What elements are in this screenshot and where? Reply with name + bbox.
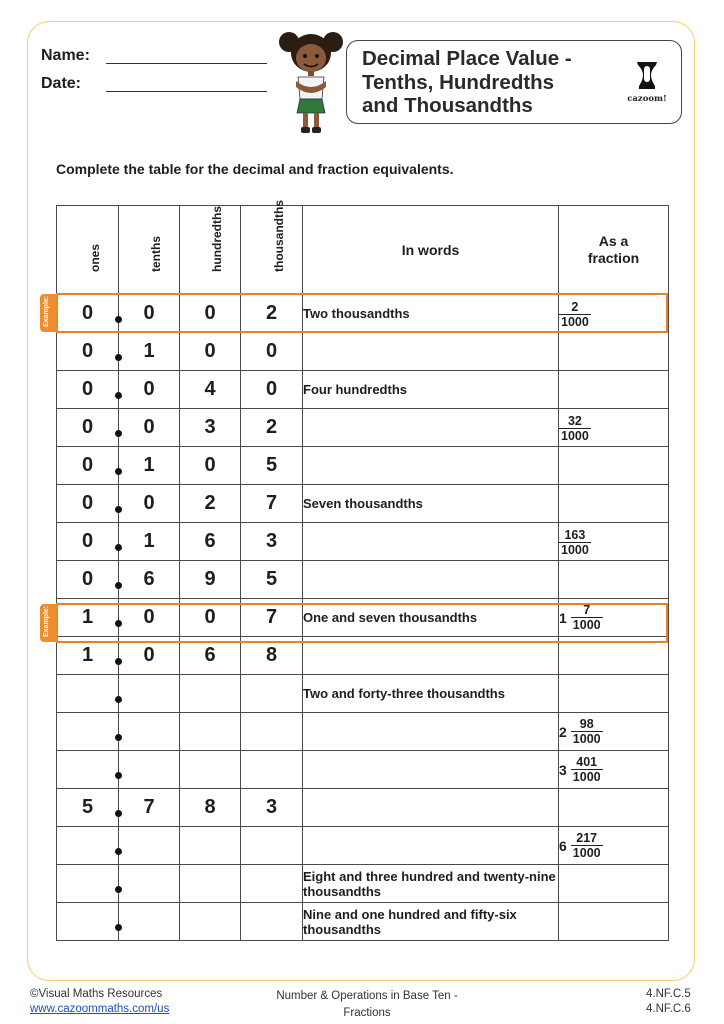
decimal-point: [115, 620, 122, 627]
digit-cell-ones[interactable]: [57, 865, 119, 903]
words-cell[interactable]: [303, 751, 559, 789]
title-box: [346, 40, 682, 124]
digit-cell-tenths[interactable]: 0: [119, 599, 180, 637]
table-row: [57, 789, 669, 827]
table-row: [57, 447, 669, 485]
fraction-cell[interactable]: [559, 447, 669, 485]
fraction-denominator: 1000: [561, 429, 589, 443]
digit-cell-tenths[interactable]: 7: [119, 789, 180, 827]
fraction-cell[interactable]: [559, 409, 669, 447]
fraction-whole: 3: [559, 761, 567, 778]
example-row: [57, 295, 669, 333]
website-link[interactable]: www.cazoommaths.com/us: [30, 1003, 170, 1015]
digit-cell-thousandths[interactable]: 2: [241, 295, 303, 333]
digit-cell-thousandths[interactable]: [241, 713, 303, 751]
header-tenths: tenths: [119, 206, 180, 295]
title-line-1: Decimal Place Value -: [362, 47, 572, 70]
topic-text: Number & Operations in Base Ten - Fractions: [276, 990, 458, 1019]
words-cell[interactable]: [303, 827, 559, 865]
decimal-point: [115, 658, 122, 665]
digit-cell-ones[interactable]: 0: [57, 523, 119, 561]
fraction: [559, 414, 591, 443]
digit-cell-thousandths[interactable]: [241, 827, 303, 865]
name-label: Name:: [41, 47, 90, 64]
header-in-words: In words: [303, 206, 559, 295]
digit-cell-ones[interactable]: 1: [57, 637, 119, 675]
digit-cell-tenths[interactable]: 1: [119, 523, 180, 561]
digit-cell-thousandths[interactable]: 3: [241, 523, 303, 561]
date-label: Date:: [41, 75, 82, 92]
digit-cell-hundredths[interactable]: 6: [180, 523, 241, 561]
digit-cell-hundredths[interactable]: 0: [180, 333, 241, 371]
digit-cell-hundredths[interactable]: [180, 827, 241, 865]
fraction: [571, 755, 603, 784]
digit-cell-thousandths[interactable]: 3: [241, 789, 303, 827]
digit-cell-hundredths[interactable]: 4: [180, 371, 241, 409]
fraction: [571, 717, 603, 746]
fraction-cell[interactable]: [559, 523, 669, 561]
digit-cell-tenths[interactable]: [119, 751, 180, 789]
digit-cell-thousandths[interactable]: 5: [241, 447, 303, 485]
fraction: [559, 528, 591, 557]
fraction-cell[interactable]: [559, 751, 669, 789]
digit-cell-ones[interactable]: 0: [57, 295, 119, 333]
digit-cell-ones[interactable]: 0: [57, 371, 119, 409]
digit-cell-tenths[interactable]: [119, 713, 180, 751]
digit-cell-hundredths[interactable]: 9: [180, 561, 241, 599]
words-cell[interactable]: [303, 447, 559, 485]
example-tag: Example:: [40, 604, 57, 642]
table-row: [57, 751, 669, 789]
fraction-cell[interactable]: [559, 561, 669, 599]
name-field[interactable]: [106, 63, 267, 64]
fraction-numerator: 32: [559, 414, 591, 429]
cazoom-logo-icon: [625, 56, 669, 94]
decimal-point: [115, 392, 122, 399]
words-cell[interactable]: [303, 713, 559, 751]
digit-cell-hundredths[interactable]: 2: [180, 485, 241, 523]
worksheet-title: [362, 47, 610, 118]
fraction-value: [559, 300, 591, 329]
digit-cell-ones[interactable]: [57, 675, 119, 713]
table-row: [57, 485, 669, 523]
digit-cell-ones[interactable]: 0: [57, 333, 119, 371]
table-row: [57, 675, 669, 713]
digit-cell-thousandths[interactable]: 7: [241, 485, 303, 523]
decimal-point: [115, 430, 122, 437]
digit-cell-thousandths[interactable]: 7: [241, 599, 303, 637]
fraction-value: [559, 414, 591, 443]
table-row: [57, 827, 669, 865]
fraction-whole: 2: [559, 723, 567, 740]
digit-cell-ones[interactable]: 0: [57, 447, 119, 485]
example-row: [57, 599, 669, 637]
digit-cell-ones[interactable]: [57, 713, 119, 751]
fraction: [571, 831, 603, 860]
decimal-point: [115, 886, 122, 893]
fraction-cell[interactable]: [559, 903, 669, 941]
fraction-numerator: 401: [571, 755, 603, 770]
digit-cell-thousandths[interactable]: 2: [241, 409, 303, 447]
digit-cell-tenths[interactable]: 0: [119, 485, 180, 523]
student-character-illustration: [276, 29, 346, 137]
fraction-numerator: 163: [559, 528, 591, 543]
digit-cell-tenths[interactable]: 0: [119, 295, 180, 333]
decimal-point: [115, 506, 122, 513]
fraction-value: [559, 717, 603, 746]
table-row: [57, 637, 669, 675]
fraction-value: [559, 603, 603, 632]
fraction-cell[interactable]: [559, 371, 669, 409]
place-value-table: [56, 200, 669, 941]
fraction-denominator: 1000: [572, 770, 601, 784]
digit-cell-tenths[interactable]: 0: [119, 637, 180, 675]
fraction-numerator: 217: [571, 831, 603, 846]
standard-code-2: 4.NF.C.6: [646, 1003, 691, 1015]
digit-cell-thousandths[interactable]: 8: [241, 637, 303, 675]
fraction-cell[interactable]: [559, 333, 669, 371]
table-row: [57, 561, 669, 599]
digit-cell-tenths[interactable]: 1: [119, 447, 180, 485]
digit-cell-hundredths[interactable]: 0: [180, 599, 241, 637]
table-row: [57, 371, 669, 409]
digit-cell-thousandths[interactable]: 0: [241, 371, 303, 409]
table-row: [57, 409, 669, 447]
decimal-point: [115, 582, 122, 589]
header-as-a-fraction: As a fraction: [559, 206, 669, 295]
fraction-cell[interactable]: [559, 865, 669, 903]
decimal-point: [115, 848, 122, 855]
fraction-denominator: 1000: [572, 846, 601, 860]
digit-cell-hundredths[interactable]: [180, 865, 241, 903]
digit-cell-hundredths[interactable]: [180, 713, 241, 751]
fraction-cell[interactable]: [559, 789, 669, 827]
instruction-text: Complete the table for the decimal and fraction equivalents.: [56, 161, 454, 177]
fraction: [559, 300, 591, 329]
table-row: [57, 865, 669, 903]
header-thousandths: thousandths: [241, 206, 303, 295]
words-cell[interactable]: Eight and three hundred and twenty-nine thousandths: [303, 865, 559, 903]
digit-cell-hundredths[interactable]: 8: [180, 789, 241, 827]
digit-cell-tenths[interactable]: [119, 827, 180, 865]
fraction-denominator: 1000: [572, 732, 601, 746]
digit-cell-hundredths[interactable]: 0: [180, 295, 241, 333]
decimal-point: [115, 772, 122, 779]
header-hundredths: hundredths: [180, 206, 241, 295]
table-row: [57, 333, 669, 371]
date-field[interactable]: [106, 91, 267, 92]
digit-cell-tenths[interactable]: [119, 903, 180, 941]
decimal-point: [115, 734, 122, 741]
fraction-value: [559, 528, 591, 557]
table-header-row: [57, 206, 669, 295]
fraction-denominator: 1000: [561, 315, 589, 329]
digit-cell-ones[interactable]: 0: [57, 561, 119, 599]
digit-cell-ones[interactable]: 0: [57, 409, 119, 447]
digit-cell-tenths[interactable]: [119, 865, 180, 903]
digit-cell-ones[interactable]: [57, 751, 119, 789]
example-tag: Example:: [40, 294, 57, 332]
standard-code-1: 4.NF.C.5: [646, 988, 691, 1000]
fraction-cell[interactable]: [559, 713, 669, 751]
fraction-denominator: 1000: [561, 543, 589, 557]
words-cell[interactable]: Two thousandths: [303, 295, 559, 333]
cazoom-logo: [625, 56, 669, 111]
digit-cell-thousandths[interactable]: [241, 675, 303, 713]
digit-cell-tenths[interactable]: [119, 675, 180, 713]
words-cell[interactable]: [303, 789, 559, 827]
words-cell[interactable]: [303, 333, 559, 371]
digit-cell-ones[interactable]: 5: [57, 789, 119, 827]
words-cell[interactable]: [303, 523, 559, 561]
table-row: [57, 903, 669, 941]
fraction-cell[interactable]: [559, 637, 669, 675]
words-cell[interactable]: Two and forty-three thousandths: [303, 675, 559, 713]
decimal-point: [115, 696, 122, 703]
fraction-numerator: 98: [571, 717, 603, 732]
digit-cell-hundredths[interactable]: 3: [180, 409, 241, 447]
words-cell[interactable]: [303, 409, 559, 447]
fraction-cell[interactable]: [559, 485, 669, 523]
words-cell[interactable]: [303, 637, 559, 675]
table-row: [57, 523, 669, 561]
digit-cell-ones[interactable]: 0: [57, 485, 119, 523]
decimal-point: [115, 316, 122, 323]
cazoom-logo-text: cazoom!: [627, 94, 667, 104]
fraction-value: [559, 755, 603, 784]
digit-cell-hundredths[interactable]: [180, 675, 241, 713]
digit-cell-tenths[interactable]: 0: [119, 371, 180, 409]
fraction-numerator: 2: [559, 300, 591, 315]
digit-cell-thousandths[interactable]: 5: [241, 561, 303, 599]
copyright-text: ©Visual Maths Resources: [30, 988, 163, 1000]
fraction-cell[interactable]: [559, 599, 669, 637]
words-cell[interactable]: Seven thousandths: [303, 485, 559, 523]
digit-cell-ones[interactable]: [57, 827, 119, 865]
table-row: [57, 713, 669, 751]
decimal-point: [115, 810, 122, 817]
fraction-value: [559, 831, 603, 860]
fraction-denominator: 1000: [572, 618, 601, 632]
words-cell[interactable]: One and seven thousandths: [303, 599, 559, 637]
words-cell[interactable]: Nine and one hundred and fifty-six thousandths: [303, 903, 559, 941]
digit-cell-hundredths[interactable]: [180, 751, 241, 789]
digit-cell-thousandths[interactable]: 0: [241, 333, 303, 371]
digit-cell-ones[interactable]: 1: [57, 599, 119, 637]
digit-cell-tenths[interactable]: 0: [119, 409, 180, 447]
fraction: [571, 603, 603, 632]
digit-cell-ones[interactable]: [57, 903, 119, 941]
title-line-2: Tenths, Hundredths: [362, 70, 555, 94]
digit-cell-hundredths[interactable]: [180, 903, 241, 941]
digit-cell-hundredths[interactable]: 0: [180, 447, 241, 485]
digit-cell-hundredths[interactable]: 6: [180, 637, 241, 675]
digit-cell-thousandths[interactable]: [241, 903, 303, 941]
words-cell[interactable]: [303, 561, 559, 599]
decimal-point: [115, 354, 122, 361]
fraction-whole: 1: [559, 609, 567, 626]
digit-cell-thousandths[interactable]: [241, 751, 303, 789]
decimal-point: [115, 468, 122, 475]
fraction-cell[interactable]: [559, 827, 669, 865]
fraction-numerator: 7: [571, 603, 603, 618]
decimal-point: [115, 544, 122, 551]
fraction-cell[interactable]: [559, 675, 669, 713]
fraction-cell[interactable]: [559, 295, 669, 333]
digit-cell-tenths[interactable]: 1: [119, 333, 180, 371]
digit-cell-thousandths[interactable]: [241, 865, 303, 903]
digit-cell-tenths[interactable]: 6: [119, 561, 180, 599]
words-cell[interactable]: Four hundredths: [303, 371, 559, 409]
header-ones: ones: [57, 206, 119, 295]
title-line-3: and Thousandths: [362, 94, 533, 117]
decimal-point: [115, 924, 122, 931]
fraction-whole: 6: [559, 837, 567, 854]
